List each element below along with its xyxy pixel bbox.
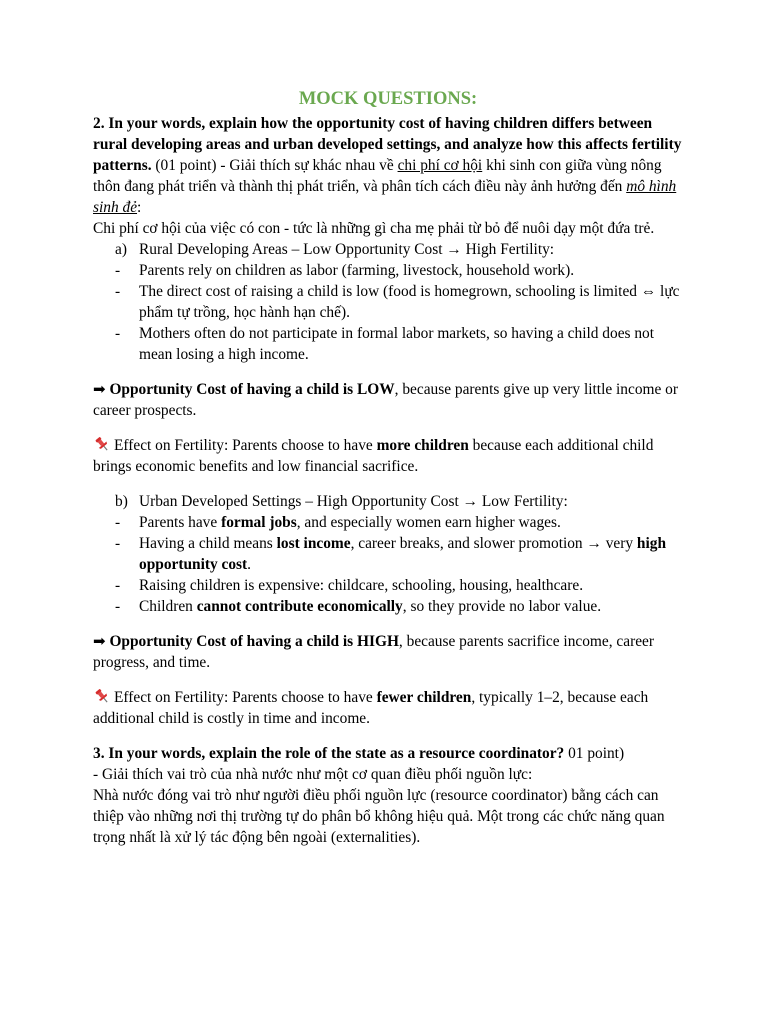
section-a-heading [93,239,683,260]
document-page [93,86,683,848]
document-title: MOCK QUESTIONS: [298,89,478,109]
dash-marker: - [115,577,121,594]
list-item-bold: formal jobs [221,514,297,531]
list-item [93,323,683,365]
rural-effect-post: because each additional child brings economic benefits and low financial sacrifice. [93,437,654,475]
list-item [93,596,683,617]
urban-opportunity-cost-summary [93,631,683,673]
list-item [93,260,683,281]
list-item-bold: lost income [276,535,351,552]
dash-marker: - [115,262,121,279]
right-arrow-icon: ➡ [93,632,106,650]
question-2 [93,113,683,218]
list-item [93,512,683,533]
section-b-heading [93,491,683,512]
list-item-post: , so they provide no labor value. [402,598,602,615]
opportunity-cost-definition: Chi phí cơ hội của việc có con - tức là những gì cha mẹ phải từ bỏ để nuôi dạy một đứa trẻ. [93,220,655,237]
dash-marker: - [115,514,121,531]
list-item-mid: , career breaks, and slower promotion → very [350,535,637,552]
dash-marker: - [115,535,121,552]
list-item-text: Mothers often do not participate in formal labor markets, so having a child does not mean losing a high income. [139,325,655,363]
question-3-text: 3. In your words, explain the role of the state as a resource coordinator? [93,745,565,762]
list-item [93,575,683,596]
section-b-title: Urban Developed Settings – High Opportunity Cost → Low Fertility: [139,493,568,510]
pushpin-icon [93,436,111,452]
list-item-post: , and especially women earn higher wages. [296,514,561,531]
underlined-term-opportunity-cost: chi phí cơ hội [397,157,483,174]
underlined-term-fertility-pattern: mô hình sinh đẻ [93,178,677,216]
list-item-post: . [247,556,252,573]
list-item-pre: Having a child means [139,535,277,552]
urban-opportunity-cost-rest: , because parents sacrifice income, career progress, and time. [93,633,654,671]
question-2-points: (01 point) - Giải thích sự khác nhau về [151,157,398,174]
question-3-vi-body: Nhà nước đóng vai trò như người điều phối nguồn lực (resource coordinator) bằng cách can thiệp vào những nơi thị trường tự do phân bổ không hiệu quả. Một trong các chức năng quan trọng nhất là xử lý tác động bên ngoài (externalities). [93,787,665,846]
list-item [93,281,683,323]
rural-opportunity-cost-bold: Opportunity Cost of having a child is LOW [109,381,395,398]
rural-opportunity-cost-rest: , because parents give up very little income or career prospects. [93,381,679,419]
urban-effect-post: , typically 1–2, because each additional child is costly in time and income. [93,689,649,727]
right-arrow-icon: ➡ [93,380,106,398]
section-b-list [93,512,683,617]
question-3 [93,743,683,764]
urban-opportunity-cost-bold: Opportunity Cost of having a child is HIGH [109,633,399,650]
list-item-text: Parents rely on children as labor (farming, livestock, household work). [139,262,575,279]
section-a-list [93,260,683,365]
section-a-marker: a) [115,241,127,258]
question-3-vi-line: - Giải thích vai trò của nhà nước như một cơ quan điều phối nguồn lực: [93,766,533,783]
rural-opportunity-cost-summary [93,379,683,421]
rural-effect-bold: more children [376,437,469,454]
list-item-text: Raising children is expensive: childcare, schooling, housing, healthcare. [139,577,584,594]
list-item-bold: cannot contribute economically [196,598,403,615]
pushpin-icon [93,688,111,704]
dash-marker: - [115,325,121,342]
dash-marker: - [115,598,121,615]
question-3-points: 01 point) [564,745,625,762]
urban-fertility-effect [93,687,683,729]
section-b-marker: b) [115,493,128,510]
question-2-vi-mid: khi sinh con giữa vùng nông thôn đang phát triển và thành thị phát triển, và phân tích cách điều này ảnh hưởng đến [93,157,662,195]
section-a-title: Rural Developing Areas – Low Opportunity Cost → High Fertility: [139,241,555,258]
rural-effect-pre: Effect on Fertility: Parents choose to have [114,437,377,454]
list-item-bold: high opportunity cost [139,535,667,573]
rural-fertility-effect [93,435,683,477]
question-2-vi-end: : [137,199,142,216]
question-2-text: 2. In your words, explain how the opportunity cost of having children differs between rural developing areas and urban developed settings, and analyze how this affects fertility patterns. [93,115,682,174]
urban-effect-pre: Effect on Fertility: Parents choose to have [114,689,377,706]
list-item-pre: Parents have [139,514,222,531]
list-item-pre: Children [139,598,197,615]
list-item-text: The direct cost of raising a child is low (food is homegrown, schooling is limited ⇔ lực phẩm tự trồng, học hành hạn chế). [139,283,680,321]
dash-marker: - [115,283,121,300]
list-item [93,533,683,575]
urban-effect-bold: fewer children [376,689,472,706]
